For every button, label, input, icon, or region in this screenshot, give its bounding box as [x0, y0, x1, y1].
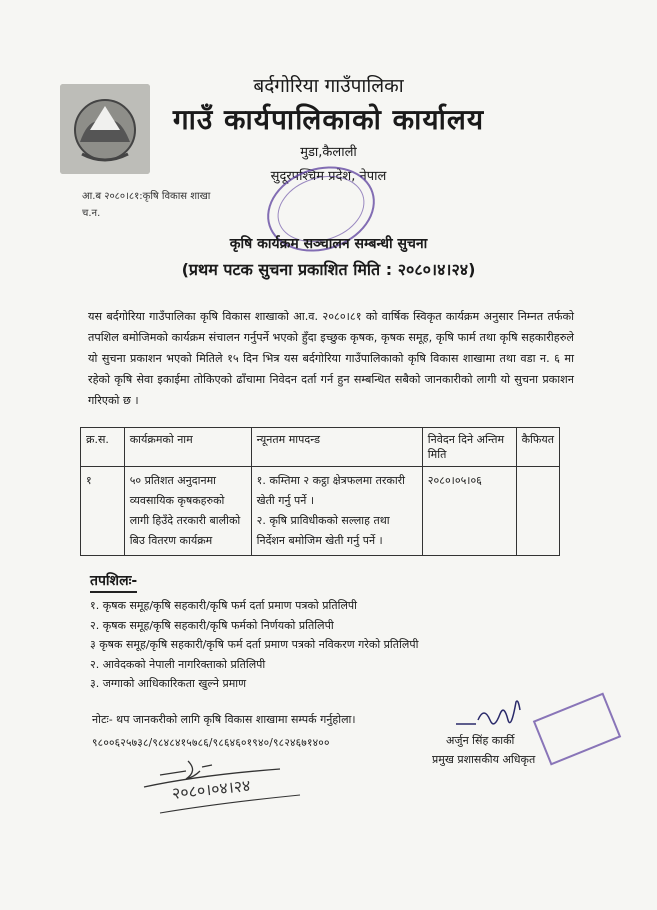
- col-deadline-header: निवेदन दिने अन्तिम मिति: [422, 428, 516, 467]
- col-serial-header: क्र.स.: [81, 428, 125, 467]
- notice-publish-date: (प्रथम पटक सुचना प्रकाशित मिति : २०८०।४।२४): [181, 260, 476, 279]
- list-item: १. कृषक समूह/कृषि सहकारी/कृषि फर्म दर्ता प्रमाण पत्रको प्रतिलिपी: [90, 599, 357, 612]
- row-program-name: ५० प्रतिशत अनुदानमा व्यवसायिक कृषकहरुको लागी हिउँदे तरकारी बालीको बिउ वितरण कार्यक्रम: [124, 467, 251, 556]
- reference-number: आ.ब २०८०।८१:कृषि विकास शाखा: [82, 191, 211, 202]
- col-remarks-header: कैफियत: [516, 428, 559, 467]
- signatory-name: अर्जुन सिंह कार्की: [446, 734, 515, 747]
- signatory-stamp: [528, 688, 626, 774]
- col-program-header: कार्यक्रमको नाम: [124, 428, 251, 467]
- notice-body: यस बर्दगोरिया गाउँपालिका कृषि विकास शाखाको आ.व. २०८०।८१ को वार्षिक स्विकृत कार्यक्रम अनुसार निम्नत तर्फको तपशिल बमोजिमको कार्यक्रम संचालन गर्नुपर्ने भएको हुँदा इच्छुक कृषक, कृषक समूह, कृषि फार्म तथा कृषि सहकारीहरुले यो सुचना प्रकाशन भएको मितिले १५ दिन भित्र यस बर्दगोरिया गाउँपालिकाको कृषि विकास शाखामा तथा वडा न. ६ मा रहेको कृषि सेवा इकाईमा तोकिएको ढाँचामा निवेदन दर्ता गर्न हुन सम्बन्धित सबैको जानकारीको लागी यो सुचना प्रकाशन गरिएको छ ।: [88, 310, 574, 407]
- criteria-item: १. कम्तिमा २ कट्ठा क्षेत्रफलमा तरकारी खेती गर्नु पर्ने ।: [256, 474, 406, 507]
- criteria-item: २. कृषि प्राविधीकको सल्लाह तथा निर्देशन बमोजिम खेती गर्नु पर्ने ।: [256, 514, 390, 547]
- handwritten-date: २०८०।०४।२४: [171, 775, 252, 803]
- province-name: सुदूरपश्चिम प्रदेश, नेपाल: [270, 169, 387, 184]
- required-documents-list: [90, 598, 418, 696]
- office-location: मुडा,कैलाली: [300, 145, 357, 160]
- table-header-row: [81, 428, 560, 467]
- contact-phones: ९८००६२५७३८/९८४८४१५७८६/९८६४६०१९४०/९८२४६७१४००: [92, 737, 330, 749]
- row-deadline: २०८०।०५।०६: [422, 467, 516, 556]
- notice-title: कृषि कार्यक्रम सञ्चालन सम्बन्धी सुचना: [229, 236, 428, 252]
- row-serial: १: [81, 467, 125, 556]
- list-item: २. आवेदकको नेपाली नागरिक्ताको प्रतिलिपी: [90, 657, 266, 671]
- list-item: ३. जग्गाको आधिकारिकता खुल्ने प्रमाण: [90, 677, 247, 690]
- list-item: २. कृषक समूह/कृषि सहकारी/कृषि फर्मको निर्णयको प्रतिलिपी: [90, 618, 334, 632]
- signatory-title: प्रमुख प्रशासकीय अधिकृत: [432, 753, 536, 766]
- list-item: ३ कृषक समूह/कृषि सहकारी/कृषि फर्म दर्ता प्रमाण पत्रको नविकरण गरेको प्रतिलिपी: [90, 638, 419, 651]
- details-heading: तपशिलः-: [90, 571, 137, 593]
- table-row: [81, 467, 560, 556]
- office-title: गाउँ कार्यपालिकाको कार्यालय: [172, 103, 485, 136]
- row-criteria: [251, 467, 422, 556]
- signature-scribble: [448, 700, 538, 732]
- municipality-name: बर्दगोरिया गाउँपालिका: [253, 75, 404, 97]
- row-remarks: [516, 467, 559, 556]
- dispatch-number: च.न.: [82, 208, 101, 219]
- col-criteria-header: न्यूनतम मापदन्ड: [251, 428, 422, 467]
- program-table: [80, 427, 560, 556]
- contact-note: नोटः- थप जानकरीको लागि कृषि विकास शाखामा सम्पर्क गर्नुहोला।: [92, 713, 356, 726]
